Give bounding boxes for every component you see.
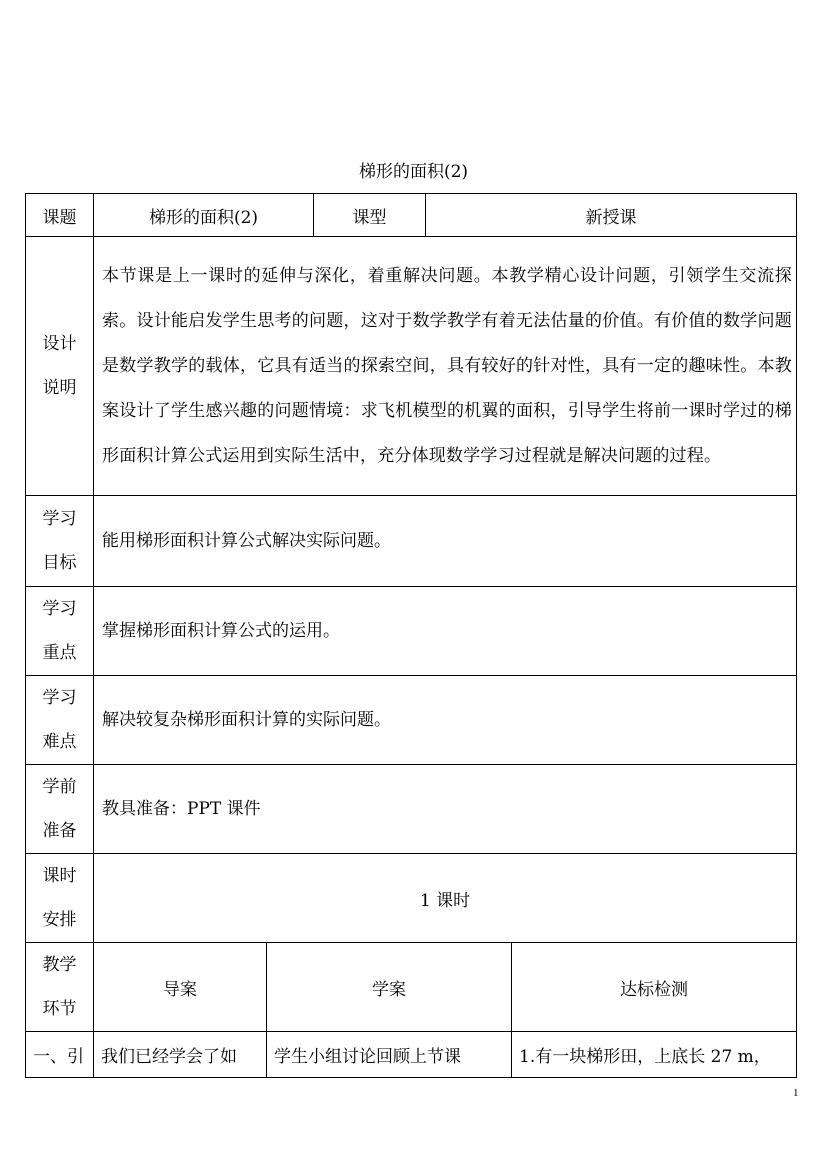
stage-cell: 一、引 xyxy=(26,1032,94,1078)
prep-label-line2: 准备 xyxy=(42,821,77,841)
process-label-line1: 教学 xyxy=(42,955,77,975)
lesson-plan-table xyxy=(25,193,797,1078)
prep-text: 教具准备：PPT 课件 xyxy=(94,765,797,854)
difficulty-label-line2: 难点 xyxy=(42,732,77,752)
difficulty-row xyxy=(26,676,797,765)
first-stage-row xyxy=(26,1032,797,1078)
design-label xyxy=(26,237,94,496)
check-cell: 1.有一块梯形田，上底长 27 m， xyxy=(512,1032,797,1078)
prep-label xyxy=(26,765,94,854)
check-column-header: 达标检测 xyxy=(512,943,797,1032)
goal-text: 能用梯形面积计算公式解决实际问题。 xyxy=(94,496,797,587)
type-label: 课型 xyxy=(314,194,426,237)
study-cell: 学生小组讨论回顾上节课 xyxy=(267,1032,512,1078)
process-header-row xyxy=(26,943,797,1032)
design-label-line1: 设计 xyxy=(42,334,77,354)
key-label-line1: 学习 xyxy=(42,599,77,619)
schedule-label-line2: 安排 xyxy=(42,910,77,930)
prep-label-line1: 学前 xyxy=(42,777,77,797)
guide-cell: 我们已经学会了如 xyxy=(94,1032,267,1078)
key-text: 掌握梯形面积计算公式的运用。 xyxy=(94,587,797,676)
key-label-line2: 重点 xyxy=(42,643,77,663)
schedule-label-line1: 课时 xyxy=(42,866,77,886)
design-label-line2: 说明 xyxy=(42,378,77,398)
prep-row xyxy=(26,765,797,854)
schedule-text: 1 课时 xyxy=(94,854,797,943)
goal-row xyxy=(26,496,797,587)
key-label xyxy=(26,587,94,676)
difficulty-label xyxy=(26,676,94,765)
schedule-row xyxy=(26,854,797,943)
process-label xyxy=(26,943,94,1032)
goal-label xyxy=(26,496,94,587)
key-row xyxy=(26,587,797,676)
type-value: 新授课 xyxy=(426,194,797,237)
goal-label-line2: 目标 xyxy=(42,553,77,573)
schedule-label xyxy=(26,854,94,943)
design-row xyxy=(26,237,797,496)
design-text: 本节课是上一课时的延伸与深化，着重解决问题。本教学精心设计问题，引领学生交流探索。设计能启发学生思考的问题，这对于数学教学有着无法估量的价值。有价值的数学问题是数学教学的载体，它具有适当的探索空间，具有较好的针对性，具有一定的趣味性。本教案设计了学生感兴趣的问题情境：求飞机模型的机翼的面积，引导学生将前一课时学过的梯形面积计算公式运用到实际生活中，充分体现数学学习过程就是解决问题的过程。 xyxy=(94,237,797,496)
guide-column-header: 导案 xyxy=(94,943,267,1032)
course-label: 课题 xyxy=(26,194,94,237)
course-value: 梯形的面积(2) xyxy=(94,194,314,237)
difficulty-text: 解决较复杂梯形面积计算的实际问题。 xyxy=(94,676,797,765)
goal-label-line1: 学习 xyxy=(42,509,77,529)
header-row xyxy=(26,194,797,237)
page-title: 梯形的面积(2) xyxy=(358,162,469,182)
process-label-line2: 环节 xyxy=(42,999,77,1019)
study-column-header: 学案 xyxy=(267,943,512,1032)
difficulty-label-line1: 学习 xyxy=(42,688,77,708)
page-number: 1 xyxy=(793,1087,799,1099)
